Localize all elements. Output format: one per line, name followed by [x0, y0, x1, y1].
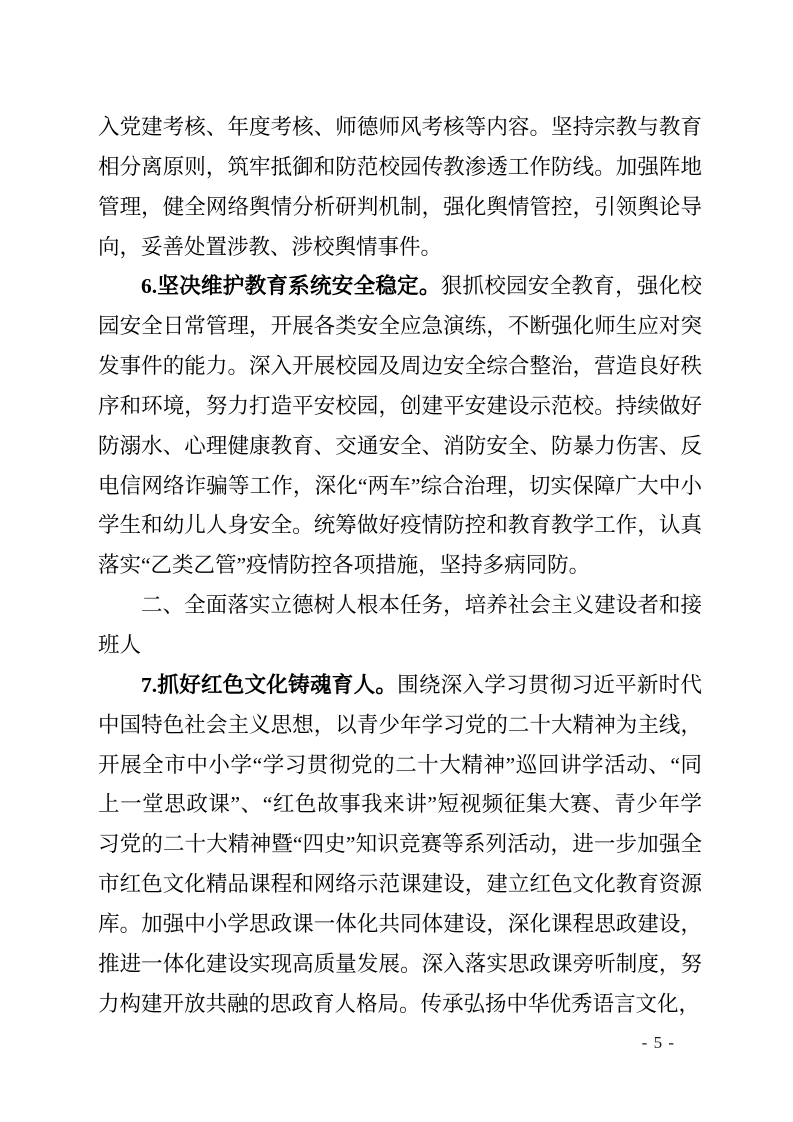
- paragraph-lead: 7.抓好红色文化铸魂育人。: [141, 672, 398, 697]
- document-body: [98, 108, 702, 1024]
- paragraph: 6.坚决维护教育系统安全稳定。狠抓校园安全教育，强化校园安全日常管理，开展各类安全应急演练，不断强化师生应对突发事件的能力。深入开展校园及周边安全综合整治，营造良好秩序和环境，努力打造平安校园，创建平安建设示范校。持续做好防溺水、心理健康教育、交通安全、消防安全、防暴力伤害、反电信网络诈骗等工作，深化“两车”综合治理，切实保障广大中小学生和幼儿人身安全。统筹做好疫情防控和教育教学工作，认真落实“乙类乙管”疫情防控各项措施，坚持多病同防。: [98, 274, 702, 578]
- page-footer: [0, 1032, 793, 1054]
- paragraph: 入党建考核、年度考核、师德师风考核等内容。坚持宗教与教育相分离原则，筑牢抵御和防范校园传教渗透工作防线。加强阵地管理，健全网络舆情分析研判机制，强化舆情管控，引领舆论导向，妥善处置涉教、涉校舆情事件。: [98, 115, 702, 259]
- paragraph: 7.抓好红色文化铸魂育人。围绕深入学习贯彻习近平新时代中国特色社会主义思想，以青少年学习党的二十大精神为主线，开展全市中小学“学习贯彻党的二十大精神”巡回讲学活动、“同上一堂思政课”、“红色故事我来讲”短视频征集大赛、青少年学习党的二十大精神暨“四史”知识竞赛等系列活动，进一步加强全市红色文化精品课程和网络示范课建设，建立红色文化教育资源库。加强中小学思政课一体化共同体建设，深化课程思政建设，推进一体化建设实现高质量发展。深入落实思政课旁听制度，努力构建开放共融的思政育人格局。传承弘扬中华优秀语言文化，: [98, 672, 702, 1016]
- paragraph-lead: 6.坚决维护教育系统安全稳定。: [141, 274, 441, 299]
- paragraph: 二、全面落实立德树人根本任务，培养社会主义建设者和接班人: [98, 593, 702, 657]
- page-number: - 5 -: [641, 1033, 675, 1052]
